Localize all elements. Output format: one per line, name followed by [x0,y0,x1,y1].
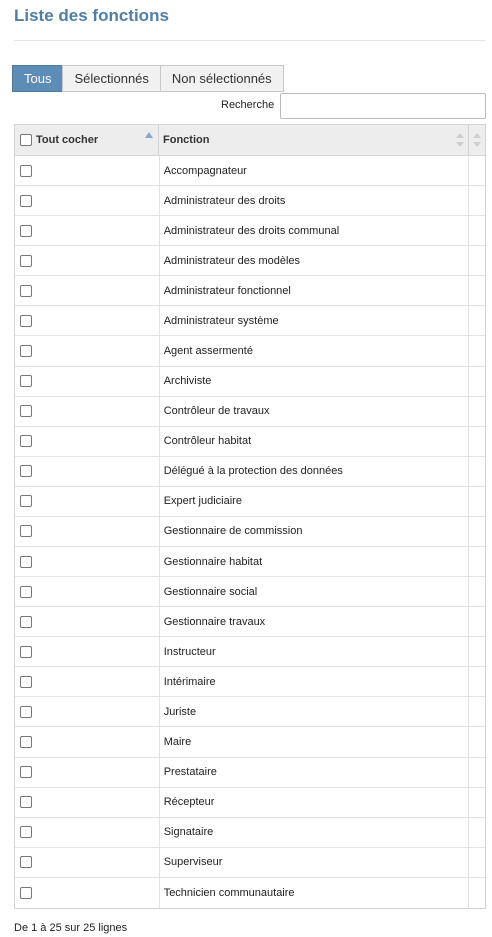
table-row[interactable] [15,367,485,397]
table-row[interactable] [15,667,485,697]
row-extra-cell [469,186,485,215]
table-row[interactable] [15,276,485,306]
table-row[interactable] [15,457,485,487]
row-extra-cell [469,577,485,606]
row-extra-cell [469,276,485,305]
tab-non-selectionnes[interactable]: Non sélectionnés [160,65,284,92]
row-checkbox[interactable] [20,525,32,537]
table-row[interactable] [15,727,485,757]
column-header-fonction[interactable] [159,125,469,155]
row-extra-cell [469,397,485,426]
row-extra-cell [469,818,485,847]
row-select-cell [15,577,160,606]
row-select-cell [15,848,160,877]
row-extra-cell [469,306,485,335]
filter-tabs [12,65,283,92]
row-extra-cell [469,667,485,696]
row-select-cell [15,306,160,335]
row-extra-cell [469,246,485,275]
row-select-cell [15,487,160,516]
row-select-cell [15,457,160,486]
row-checkbox[interactable] [20,556,32,568]
row-extra-cell [469,336,485,365]
sort-both-icon[interactable] [456,133,464,147]
fonction-name: Archiviste [160,367,469,396]
row-extra-cell [469,788,485,817]
row-select-cell [15,547,160,576]
table-row[interactable] [15,878,485,908]
functions-table [14,124,486,909]
row-select-cell [15,607,160,636]
table-row[interactable] [15,697,485,727]
search-label: Recherche [221,99,275,111]
row-checkbox[interactable] [20,225,32,237]
table-row[interactable] [15,577,485,607]
row-select-cell [15,667,160,696]
row-checkbox[interactable] [20,195,32,207]
row-extra-cell [469,517,485,546]
row-select-cell [15,727,160,756]
table-row[interactable] [15,336,485,366]
fonction-name: Superviseur [160,848,469,877]
fonction-name: Contrôleur habitat [160,427,469,456]
fonction-name: Expert judiciaire [160,487,469,516]
row-select-cell [15,397,160,426]
fonction-name: Administrateur des droits [160,186,469,215]
row-extra-cell [469,216,485,245]
title-divider [14,40,486,41]
fonction-name: Gestionnaire travaux [160,607,469,636]
row-extra-cell [469,156,485,185]
select-all-label: Tout cocher [36,134,99,146]
row-select-cell [15,186,160,215]
row-select-cell [15,788,160,817]
row-select-cell [15,758,160,787]
row-extra-cell [469,637,485,666]
table-body [15,156,485,908]
row-extra-cell [469,487,485,516]
row-checkbox[interactable] [20,676,32,688]
table-row[interactable] [15,547,485,577]
fonction-name: Instructeur [160,637,469,666]
row-select-cell [15,878,160,908]
fonction-name: Administrateur des modèles [160,246,469,275]
sort-ascending-icon[interactable] [145,132,153,138]
row-checkbox[interactable] [20,285,32,297]
tab-tous[interactable]: Tous [12,65,63,92]
fonction-name: Technicien communautaire [160,878,469,908]
row-checkbox[interactable] [20,375,32,387]
row-checkbox[interactable] [20,405,32,417]
fonction-name: Accompagnateur [160,156,469,185]
row-checkbox[interactable] [20,736,32,748]
table-row[interactable] [15,397,485,427]
fonction-name: Gestionnaire social [160,577,469,606]
search-input[interactable] [280,93,486,119]
fonction-name: Gestionnaire habitat [160,547,469,576]
row-checkbox[interactable] [20,646,32,658]
sort-both-icon[interactable] [473,133,481,147]
fonction-name: Juriste [160,697,469,726]
row-extra-cell [469,697,485,726]
row-select-cell [15,246,160,275]
fonction-header-label: Fonction [163,134,210,146]
row-select-cell [15,818,160,847]
row-extra-cell [469,848,485,877]
table-row[interactable] [15,246,485,276]
table-row[interactable] [15,427,485,457]
column-header-select-all[interactable] [15,125,159,155]
row-select-cell [15,517,160,546]
fonction-name: Récepteur [160,788,469,817]
row-extra-cell [469,367,485,396]
row-extra-cell [469,758,485,787]
fonction-name: Délégué à la protection des données [160,457,469,486]
fonction-name: Signataire [160,818,469,847]
table-row[interactable] [15,156,485,186]
table-row[interactable] [15,517,485,547]
row-checkbox[interactable] [20,586,32,598]
row-checkbox[interactable] [20,616,32,628]
tab-selectionnes[interactable]: Sélectionnés [62,65,160,92]
row-checkbox[interactable] [20,315,32,327]
table-row[interactable] [15,487,485,517]
row-extra-cell [469,878,485,908]
table-row[interactable] [15,848,485,878]
table-row[interactable] [15,758,485,788]
pagination-info: De 1 à 25 sur 25 lignes [14,922,128,934]
row-checkbox[interactable] [20,435,32,447]
table-row[interactable] [15,607,485,637]
row-checkbox[interactable] [20,345,32,357]
fonction-name: Agent assermenté [160,336,469,365]
row-select-cell [15,427,160,456]
table-header [15,125,485,156]
fonction-name: Maire [160,727,469,756]
row-extra-cell [469,427,485,456]
table-row[interactable] [15,818,485,848]
row-extra-cell [469,607,485,636]
table-row[interactable] [15,216,485,246]
table-row[interactable] [15,186,485,216]
fonction-name: Intérimaire [160,667,469,696]
row-select-cell [15,156,160,185]
row-checkbox[interactable] [20,706,32,718]
row-select-cell [15,367,160,396]
row-checkbox[interactable] [20,255,32,267]
row-select-cell [15,697,160,726]
fonction-name: Contrôleur de travaux [160,397,469,426]
row-extra-cell [469,727,485,756]
row-select-cell [15,276,160,305]
select-all-checkbox[interactable] [20,134,32,146]
row-checkbox[interactable] [20,766,32,778]
row-extra-cell [469,547,485,576]
row-checkbox[interactable] [20,165,32,177]
row-select-cell [15,336,160,365]
row-extra-cell [469,457,485,486]
row-checkbox[interactable] [20,796,32,808]
column-header-extra[interactable] [469,125,485,155]
fonction-name: Gestionnaire de commission [160,517,469,546]
row-select-cell [15,216,160,245]
row-checkbox[interactable] [20,887,32,899]
row-checkbox[interactable] [20,856,32,868]
row-checkbox[interactable] [20,465,32,477]
fonction-name: Prestataire [160,758,469,787]
page-title: Liste des fonctions [14,6,169,25]
row-checkbox[interactable] [20,495,32,507]
fonction-name: Administrateur des droits communal [160,216,469,245]
table-row[interactable] [15,306,485,336]
fonction-name: Administrateur fonctionnel [160,276,469,305]
row-select-cell [15,637,160,666]
row-checkbox[interactable] [20,826,32,838]
table-row[interactable] [15,637,485,667]
fonction-name: Administrateur système [160,306,469,335]
table-row[interactable] [15,788,485,818]
